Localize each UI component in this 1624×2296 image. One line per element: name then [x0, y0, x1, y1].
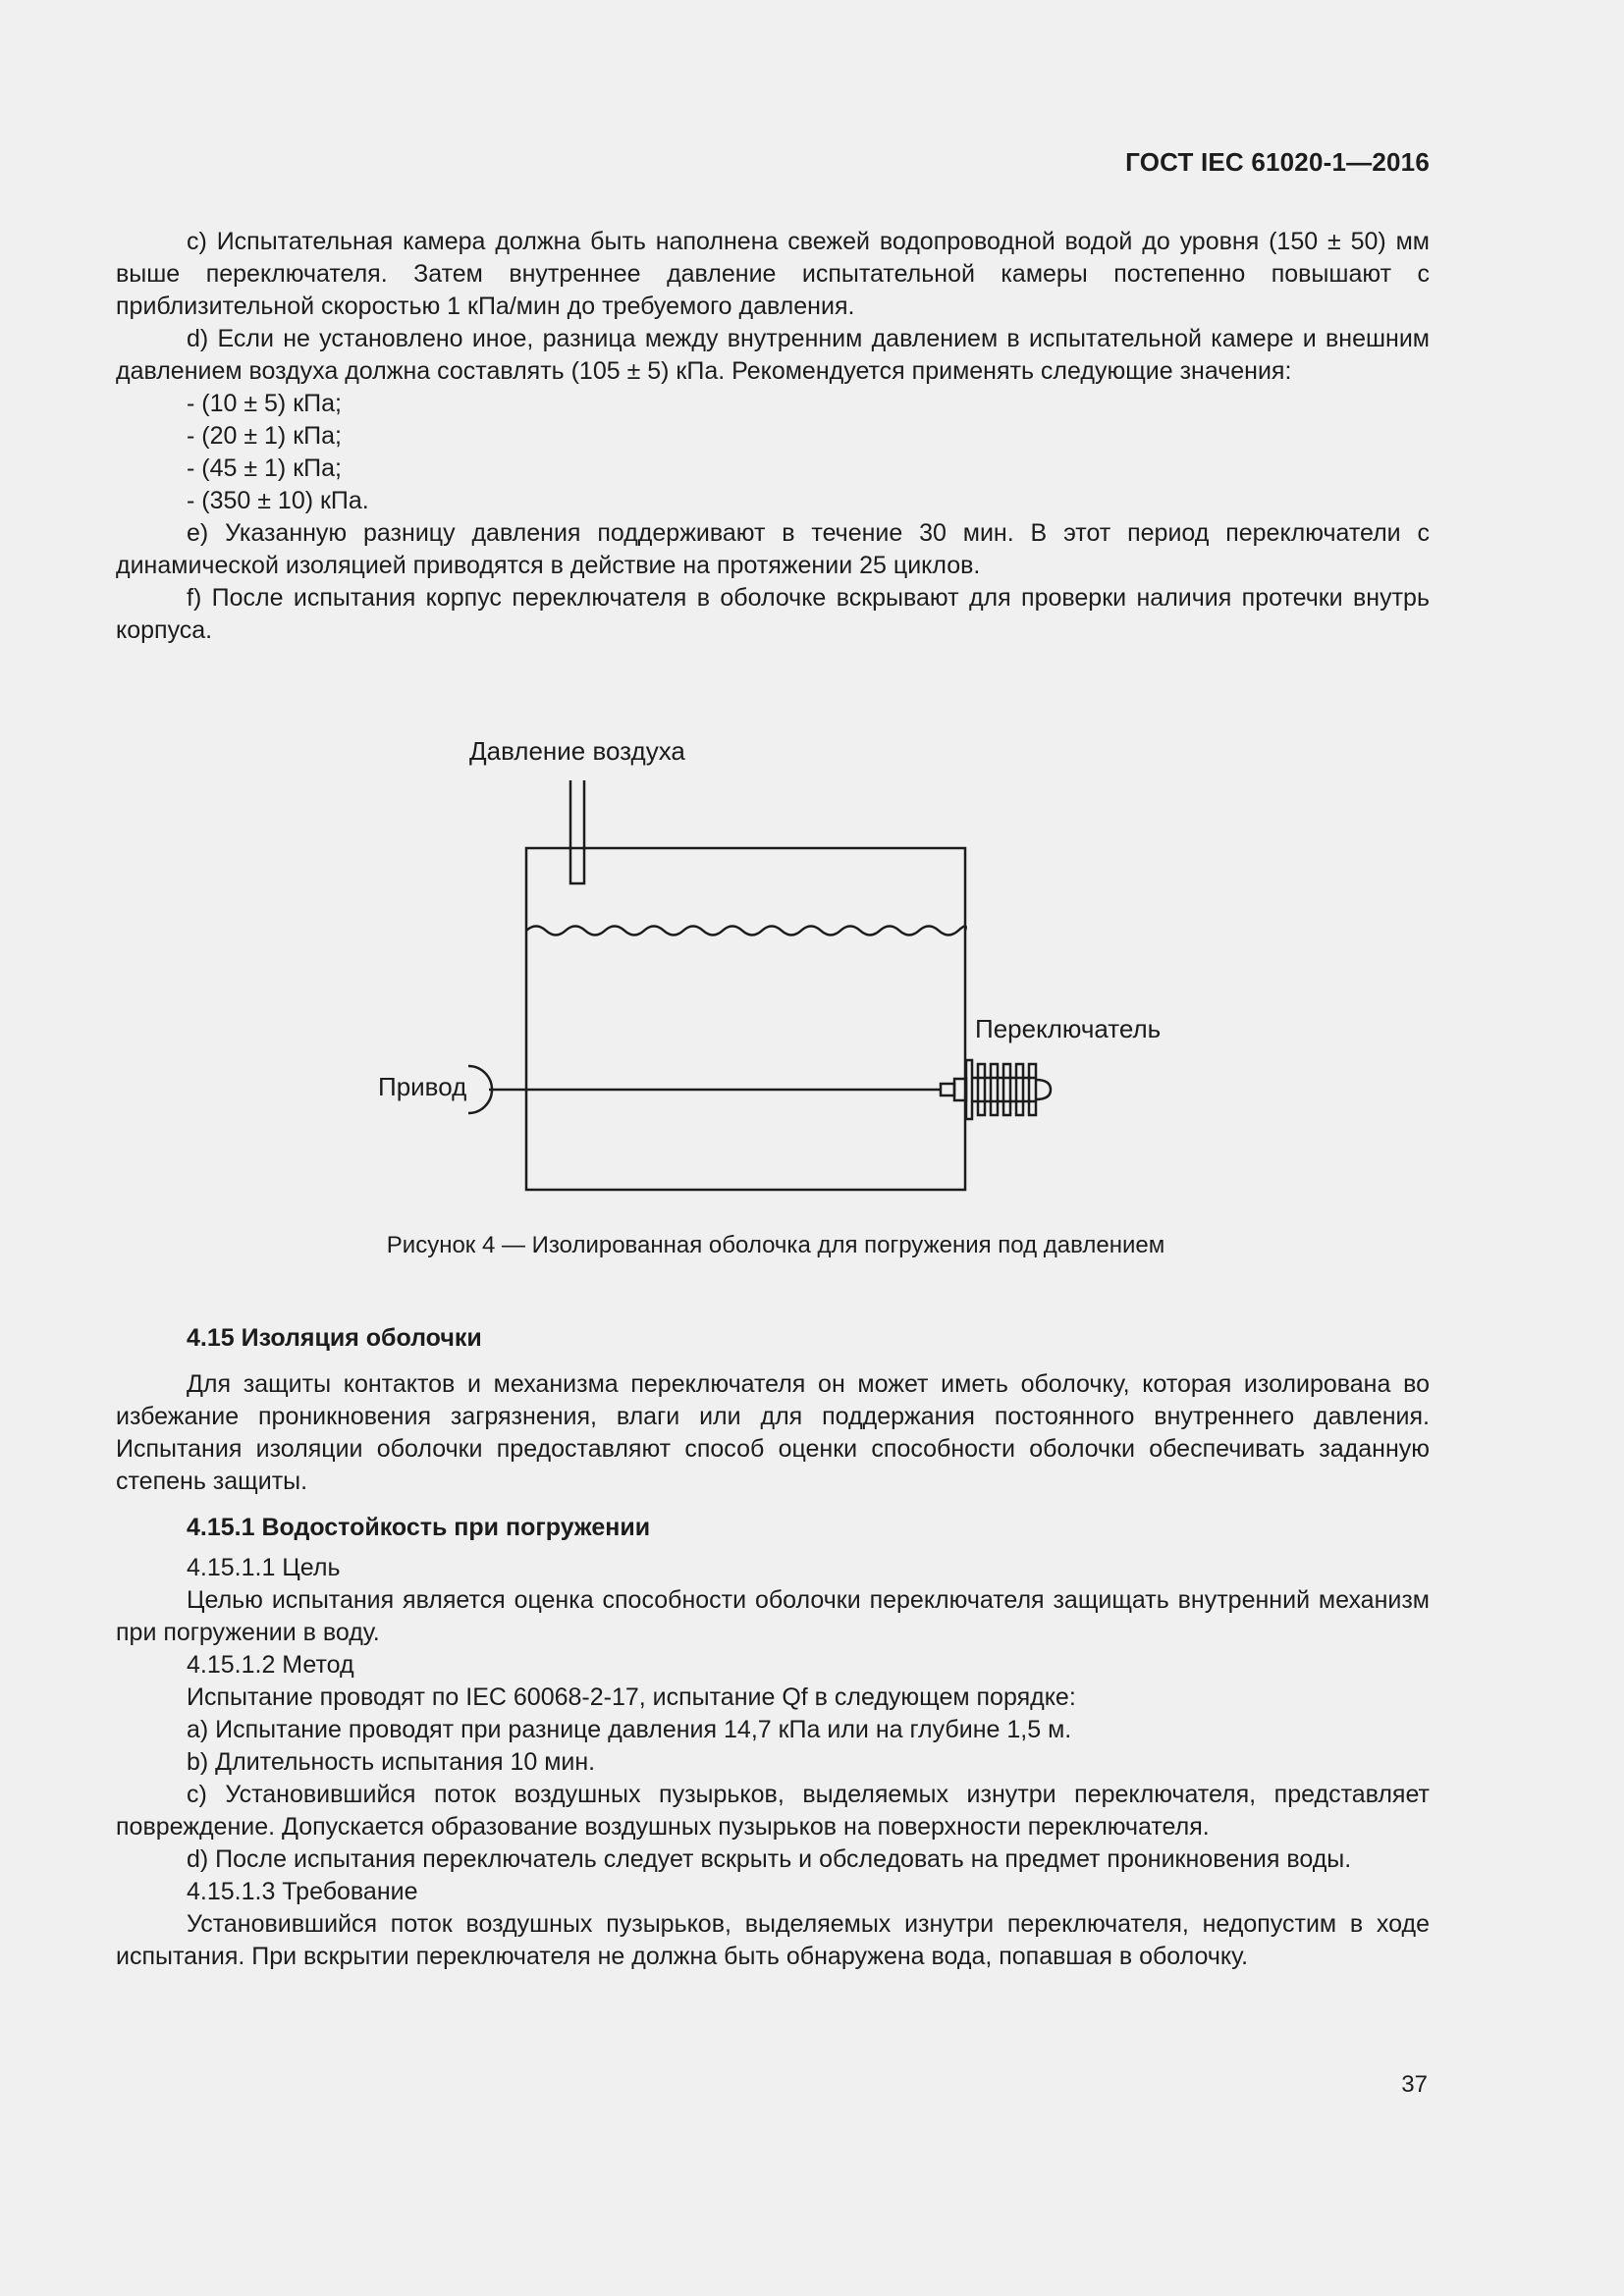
switch-cap — [1036, 1080, 1051, 1099]
switch-fin — [991, 1064, 998, 1115]
section-heading: 4.15 Изоляция оболочки — [187, 1324, 482, 1352]
requirement-title: 4.15.1.3 Требование — [187, 1878, 418, 1905]
method-intro: Испытание проводят по IEC 60068-2-17, испытание Qf в следующем порядке: — [187, 1683, 1076, 1711]
water-level-line — [526, 927, 966, 935]
switch-label: Переключатель — [975, 1014, 1162, 1043]
test-chamber — [526, 848, 965, 1190]
paragraph-d: d) Если не установлено иное, разница между внутренним давлением в испытательной камере и внешним давлением воздуха должна составлять (105 ± 5) кПа. Рекомендуется применять следующие значения: — [116, 325, 1430, 385]
section-4-15 — [116, 1322, 1430, 1973]
list-item: - (10 ± 5) кПа; — [187, 390, 342, 417]
switch-fin — [1003, 1064, 1010, 1115]
air-inlet-tube — [570, 780, 584, 883]
page-number: 37 — [1401, 2071, 1428, 2098]
list-item: - (350 ± 10) кПа. — [187, 487, 369, 514]
document-id-header: ГОСТ IEC 61020-1—2016 — [1125, 147, 1430, 177]
method-item-a: a) Испытание проводят при разнице давления 14,7 кПа или на глубине 1,5 м. — [187, 1716, 1072, 1743]
list-item: - (45 ± 1) кПа; — [187, 454, 342, 482]
switch-fin — [1016, 1064, 1023, 1115]
paragraph-c: c) Испытательная камера должна быть наполнена свежей водопроводной водой до уровня (150 ± 50) мм выше переключателя. Затем внутреннее давление испытательной камеры постепенно повышают с приблизительной скоростью 1 кПа/мин до требуемого давления. — [116, 228, 1430, 320]
test-procedure-text — [116, 226, 1430, 647]
method-item-d: d) После испытания переключатель следует вскрыть и обследовать на предмет проникновения воды. — [187, 1845, 1352, 1873]
method-title: 4.15.1.2 Метод — [187, 1651, 354, 1679]
paragraph-f: f) После испытания корпус переключателя в оболочке вскрывают для проверки наличия протечки внутрь корпуса. — [116, 584, 1430, 644]
enclosure-diagram — [0, 717, 1624, 1227]
switch-fin — [978, 1064, 985, 1115]
switch-body — [966, 1060, 972, 1119]
drive-label: Привод — [378, 1072, 467, 1101]
air-pressure-label: Давление воздуха — [469, 736, 685, 766]
switch-fin — [1029, 1064, 1036, 1115]
figure-caption: Рисунок 4 — Изолированная оболочка для погружения под давлением — [386, 1232, 1165, 1258]
goal-text: Целью испытания является оценка способности оболочки переключателя защищать внутренний механизм при погружении в воду. — [116, 1586, 1430, 1646]
subsection-heading: 4.15.1 Водостойкость при погружении — [187, 1514, 651, 1541]
goal-title: 4.15.1.1 Цель — [187, 1554, 341, 1581]
figure-4 — [0, 717, 1624, 1276]
section-intro: Для защиты контактов и механизма переключателя он может иметь оболочку, которая изолирована во избежание проникновения загрязнения, влаги или для поддержания постоянного внутреннего давления. Испытания изоляции оболочки предоставляют способ оценки способности оболочки обеспечивать заданную степень защиты. — [116, 1370, 1430, 1495]
drive-arc — [468, 1066, 492, 1113]
method-item-c: c) Установившийся поток воздушных пузырьков, выделяемых изнутри переключателя, представляет повреждение. Допускается образование воздушных пузырьков на поверхности переключателя. — [116, 1781, 1430, 1841]
list-item: - (20 ± 1) кПа; — [187, 422, 342, 450]
requirement-text: Установившийся поток воздушных пузырьков, выделяемых изнутри переключателя, недопустим в ходе испытания. При вскрытии переключателя не должна быть обнаружена вода, попавшая в оболочку. — [116, 1910, 1430, 1970]
method-item-b: b) Длительность испытания 10 мин. — [187, 1748, 596, 1776]
switch-stem — [941, 1084, 954, 1095]
paragraph-e: e) Указанную разницу давления поддерживают в течение 30 мин. В этот период переключатели с динамической изоляцией приводятся в действие на протяжении 25 циклов. — [116, 519, 1430, 579]
